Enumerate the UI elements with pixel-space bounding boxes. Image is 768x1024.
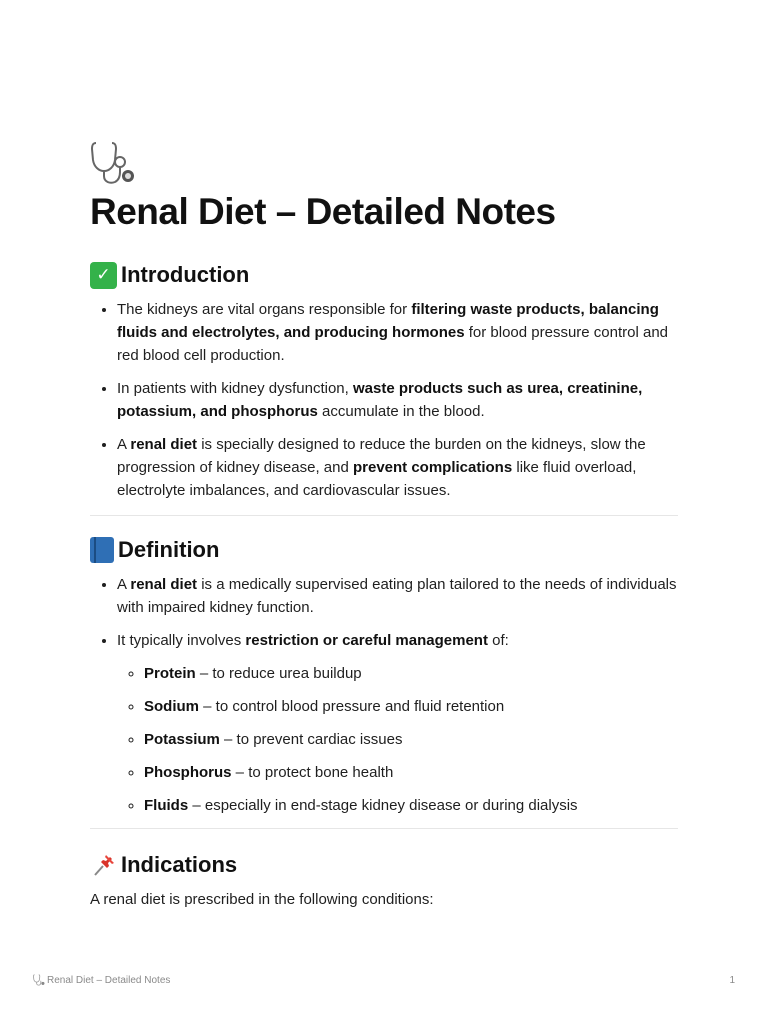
definition-section xyxy=(90,535,680,827)
document-page xyxy=(90,140,680,908)
definition-list xyxy=(90,573,680,817)
introduction-section xyxy=(90,260,680,512)
management-sublist xyxy=(117,662,680,817)
introduction-list xyxy=(90,298,680,502)
section-divider xyxy=(90,515,678,516)
sublist-item: ◦ Phosphorus – to protect bone health xyxy=(144,761,680,784)
section-heading-definition xyxy=(90,535,680,565)
footer-title: Renal Diet – Detailed Notes xyxy=(47,974,171,986)
pushpin-icon xyxy=(90,852,117,879)
stethoscope-icon xyxy=(90,140,136,186)
stethoscope-icon xyxy=(33,974,45,986)
sublist-item: ◦ Potassium – to prevent cardiac issues xyxy=(144,728,680,751)
section-heading-indications xyxy=(90,850,680,880)
list-item: • In patients with kidney dysfunction, waste products such as urea, creatinine, potassium, and phosphorus accumulate in the blood. xyxy=(117,377,680,423)
check-mark-button-icon: ✓ xyxy=(90,262,117,289)
section-heading-introduction xyxy=(90,260,680,290)
indications-section xyxy=(90,850,680,911)
list-item: • A renal diet is a medically supervised eating plan tailored to the needs of individuals with impaired kidney function. xyxy=(117,573,680,619)
sublist-item: ◦ Sodium – to control blood pressure and fluid retention xyxy=(144,695,680,718)
indications-intro-text: A renal diet is prescribed in the following conditions: xyxy=(90,891,434,908)
section-divider xyxy=(90,828,678,829)
page-title: Renal Diet – Detailed Notes xyxy=(90,191,556,232)
blue-book-icon xyxy=(90,537,114,563)
list-item: • A renal diet is specially designed to reduce the burden on the kidneys, slow the progression of kidney disease, and prevent complications like fluid overload, electrolyte imbalances, and cardiovascular issues. xyxy=(117,433,680,502)
sublist-item: ◦ Fluids – especially in end-stage kidney disease or during dialysis xyxy=(144,794,680,817)
definition-heading-text: Definition xyxy=(118,537,220,562)
list-item: • It typically involves restriction or careful management of: ◦ Protein – to reduce urea buildup ◦ Sodium – to control blood pressure and fluid retention ◦ Potassium – to prevent cardiac issues ◦ Phosphorus – to protect bone health ◦ Fluids – especially in end-stage kidney disease or during dialysis xyxy=(117,629,680,817)
page-number: 1 xyxy=(729,974,735,986)
sublist-item: ◦ Protein – to reduce urea buildup xyxy=(144,662,680,685)
list-item: • The kidneys are vital organs responsible for filtering waste products, balancing fluids and electrolytes, and producing hormones for blood pressure control and red blood cell production. xyxy=(117,298,680,367)
indications-heading-text: Indications xyxy=(121,852,238,877)
page-footer xyxy=(33,974,735,986)
introduction-heading-text: Introduction xyxy=(121,262,250,287)
